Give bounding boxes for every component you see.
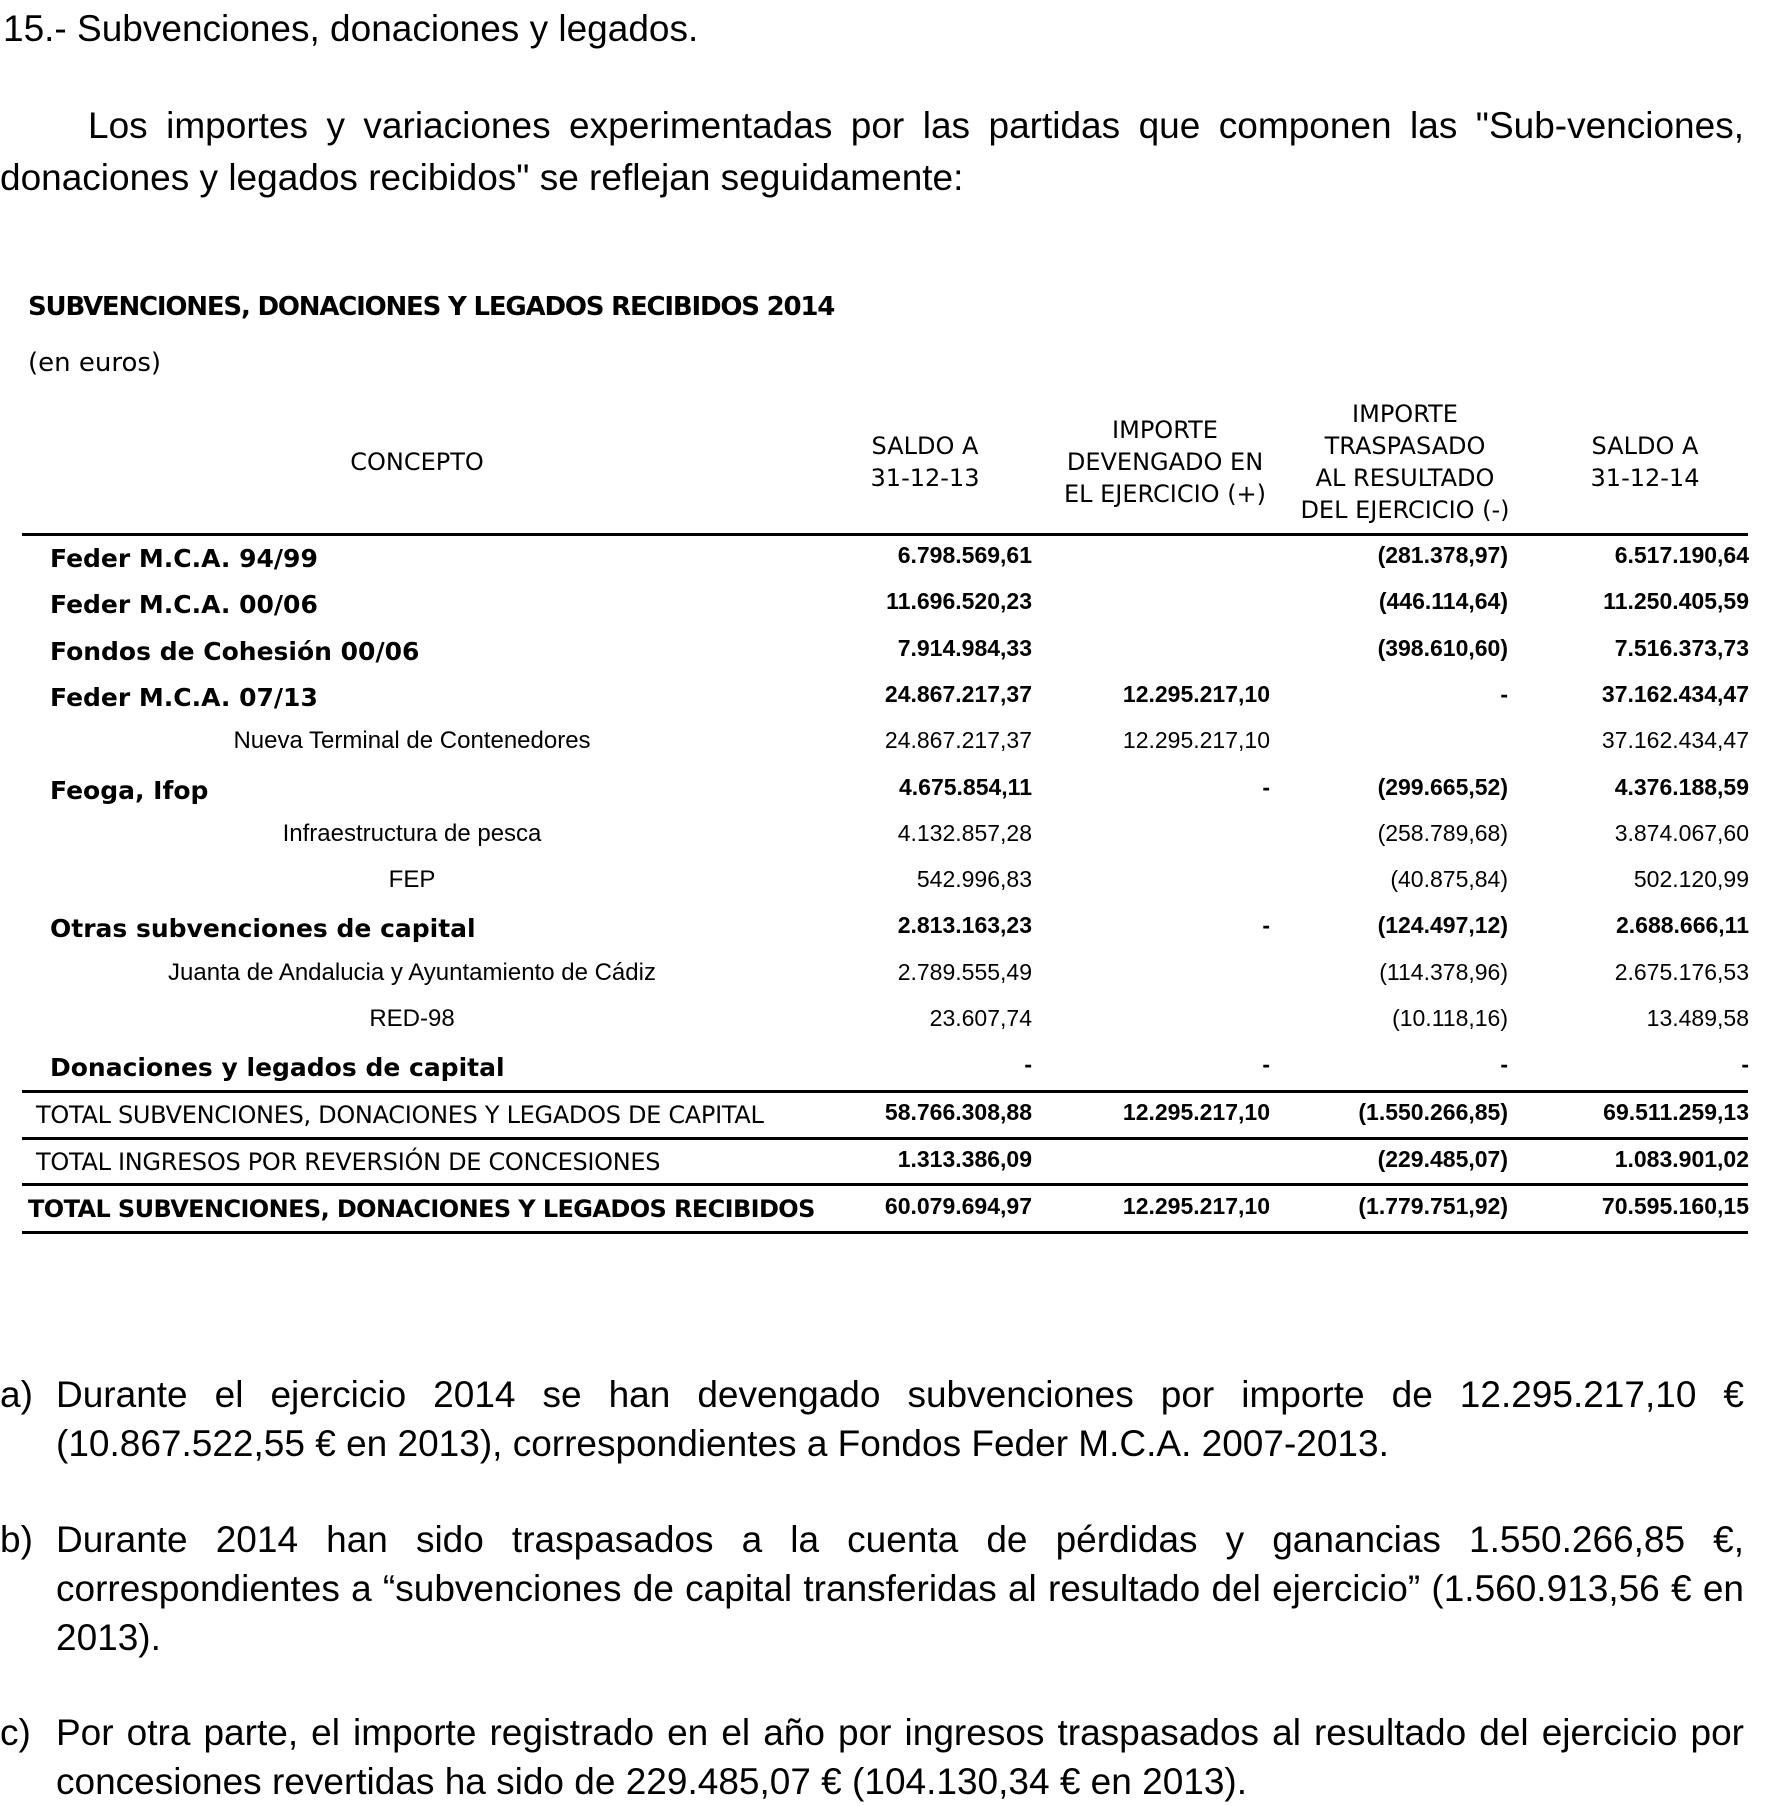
cell-saldo-2014: 11.250.405,59 <box>1603 588 1749 614</box>
row-label: Juanta de Andalucia y Ayuntamiento de Cádiz <box>168 959 656 986</box>
cell-saldo-2013: 2.789.555,49 <box>897 959 1032 985</box>
header-devengado-line2: DEVENGADO EN <box>1066 448 1264 476</box>
cell-saldo-2014: 7.516.373,73 <box>1614 635 1749 661</box>
note-text: Por otra parte, el importe registrado en el año por ingresos traspasados al resultado del ejercicio por concesiones revertidas ha sido de 229.485,07 € (104.130,34 € en 2013). <box>56 1712 1744 1802</box>
cell-traspasado: (124.497,12) <box>1377 912 1508 938</box>
row-label: Nueva Terminal de Contenedores <box>233 727 591 754</box>
intro-paragraph: Los importes y variaciones experimentadas por las partidas que componen las "Sub-venciones, donaciones y legados recibidos" se reflejan seguidamente: <box>0 105 1744 198</box>
cell-saldo-2014: 37.162.434,47 <box>1601 681 1749 707</box>
cell-saldo-2014: 2.688.666,11 <box>1615 912 1749 938</box>
note-text: Durante el ejercicio 2014 se han devengado subvenciones por importe de 12.295.217,10 € (10.867.522,55 € en 2013), correspondientes a Fondos Feder M.C.A. 2007-2013. <box>56 1374 1744 1464</box>
bottom-rule <box>22 1231 1748 1234</box>
row-label: FEP <box>388 866 436 893</box>
header-rule <box>22 533 1748 536</box>
cell-saldo-2014: 69.511.259,13 <box>1603 1099 1749 1125</box>
totals-rule-1 <box>22 1090 1748 1093</box>
header-saldo-2014-line2: 31-12-14 <box>1590 464 1700 492</box>
header-saldo-2013-line2: 31-12-13 <box>870 464 980 492</box>
note-label: c) <box>0 1712 31 1753</box>
row-label: Feder M.C.A. 00/06 <box>50 590 318 619</box>
totals-rule-2 <box>22 1137 1748 1140</box>
cell-saldo-2013: 1.313.386,09 <box>897 1146 1032 1172</box>
cell-saldo-2013: - <box>1024 1051 1032 1077</box>
header-saldo-2013 <box>840 430 1010 494</box>
cell-traspasado: (114.378,96) <box>1379 959 1508 985</box>
row-label: Feder M.C.A. 94/99 <box>50 544 318 573</box>
cell-saldo-2014: 4.376.188,59 <box>1614 774 1749 800</box>
header-traspasado-line2: TRASPASADO <box>1324 432 1486 460</box>
header-saldo-2013-line1: SALDO A <box>871 432 979 460</box>
header-devengado-line1: IMPORTE <box>1112 416 1218 444</box>
cell-traspasado: - <box>1500 1051 1508 1077</box>
cell-traspasado: (40.875,84) <box>1390 866 1508 892</box>
cell-saldo-2014: - <box>1741 1051 1749 1077</box>
row-label: RED-98 <box>369 1005 455 1032</box>
note-label: a) <box>0 1374 33 1415</box>
row-label: Fondos de Cohesión 00/06 <box>50 637 420 666</box>
row-label: Feder M.C.A. 07/13 <box>50 683 318 712</box>
header-traspasado-line1: IMPORTE <box>1352 400 1458 428</box>
row-label: Infraestructura de pesca <box>282 820 542 847</box>
cell-saldo-2014: 6.517.190,64 <box>1614 542 1749 568</box>
row-label-grand-total: TOTAL SUBVENCIONES, DONACIONES Y LEGADOS RECIBIDOS <box>28 1195 815 1223</box>
cell-saldo-2013: 60.079.694,97 <box>884 1193 1032 1219</box>
cell-traspasado: (1.779.751,92) <box>1358 1193 1508 1219</box>
header-traspasado-line3: AL RESULTADO <box>1315 464 1495 492</box>
cell-traspasado: (281.378,97) <box>1377 542 1508 568</box>
cell-traspasado: (299.665,52) <box>1377 774 1508 800</box>
cell-devengado: - <box>1262 774 1270 800</box>
cell-saldo-2014: 502.120,99 <box>1633 866 1749 892</box>
section-heading: 15.- Subvenciones, donaciones y legados. <box>3 8 699 49</box>
row-label: Donaciones y legados de capital <box>50 1053 505 1082</box>
cell-saldo-2014: 70.595.160,15 <box>1601 1193 1749 1219</box>
cell-saldo-2014: 13.489,58 <box>1646 1005 1749 1031</box>
cell-traspasado: (10.118,16) <box>1392 1005 1508 1031</box>
header-devengado-line3: EL EJERCICIO (+) <box>1063 480 1267 508</box>
header-saldo-2014-line1: SALDO A <box>1591 432 1699 460</box>
table-subtitle: (en euros) <box>28 348 162 378</box>
row-label: Otras subvenciones de capital <box>50 914 476 943</box>
cell-saldo-2013: 6.798.569,61 <box>897 542 1032 568</box>
cell-devengado: - <box>1262 1051 1270 1077</box>
cell-devengado: 12.295.217,10 <box>1122 727 1270 753</box>
row-label: Feoga, Ifop <box>50 776 209 805</box>
cell-saldo-2014: 1.083.901,02 <box>1614 1146 1749 1172</box>
header-saldo-2014 <box>1560 430 1730 494</box>
cell-saldo-2013: 23.607,74 <box>929 1005 1032 1031</box>
row-label-total-reversion: TOTAL INGRESOS POR REVERSIÓN DE CONCESIONES <box>36 1148 661 1176</box>
totals-rule-3 <box>22 1183 1748 1186</box>
table-title: SUBVENCIONES, DONACIONES Y LEGADOS RECIBIDOS 2014 <box>28 292 835 322</box>
cell-saldo-2013: 2.813.163,23 <box>897 912 1032 938</box>
cell-traspasado: (258.789,68) <box>1377 820 1508 846</box>
cell-saldo-2013: 11.696.520,23 <box>886 588 1032 614</box>
cell-saldo-2013: 58.766.308,88 <box>884 1099 1032 1125</box>
cell-devengado: 12.295.217,10 <box>1122 1099 1270 1125</box>
note-text: Durante 2014 han sido traspasados a la cuenta de pérdidas y ganancias 1.550.266,85 €, correspondientes a “subvenciones de capital transferidas al resultado del ejercicio” (1.560.913,56 € en 2013). <box>56 1519 1744 1658</box>
cell-traspasado: - <box>1500 681 1508 707</box>
note-b <box>0 1515 1744 1662</box>
header-traspasado <box>1280 398 1530 526</box>
cell-saldo-2013: 4.132.857,28 <box>897 820 1032 846</box>
header-concepto: CONCEPTO <box>350 448 484 476</box>
cell-saldo-2013: 7.914.984,33 <box>897 635 1032 661</box>
cell-saldo-2014: 3.874.067,60 <box>1614 820 1749 846</box>
cell-saldo-2013: 24.867.217,37 <box>884 727 1032 753</box>
cell-traspasado: (1.550.266,85) <box>1358 1099 1508 1125</box>
note-c <box>0 1708 1744 1806</box>
row-label-total-capital: TOTAL SUBVENCIONES, DONACIONES Y LEGADOS DE CAPITAL <box>36 1101 764 1129</box>
header-devengado <box>1040 414 1290 510</box>
header-traspasado-line4: DEL EJERCICIO (-) <box>1300 496 1510 524</box>
note-label: b) <box>0 1519 33 1560</box>
cell-saldo-2014: 37.162.434,47 <box>1601 727 1749 753</box>
cell-saldo-2013: 542.996,83 <box>916 866 1032 892</box>
cell-traspasado: (398.610,60) <box>1377 635 1508 661</box>
cell-traspasado: (446.114,64) <box>1378 588 1508 614</box>
cell-saldo-2013: 4.675.854,11 <box>898 774 1032 800</box>
note-a <box>0 1370 1744 1468</box>
cell-devengado: - <box>1262 912 1270 938</box>
cell-saldo-2013: 24.867.217,37 <box>884 681 1032 707</box>
cell-devengado: 12.295.217,10 <box>1122 1193 1270 1219</box>
cell-saldo-2014: 2.675.176,53 <box>1614 959 1749 985</box>
cell-devengado: 12.295.217,10 <box>1122 681 1270 707</box>
cell-traspasado: (229.485,07) <box>1377 1146 1508 1172</box>
